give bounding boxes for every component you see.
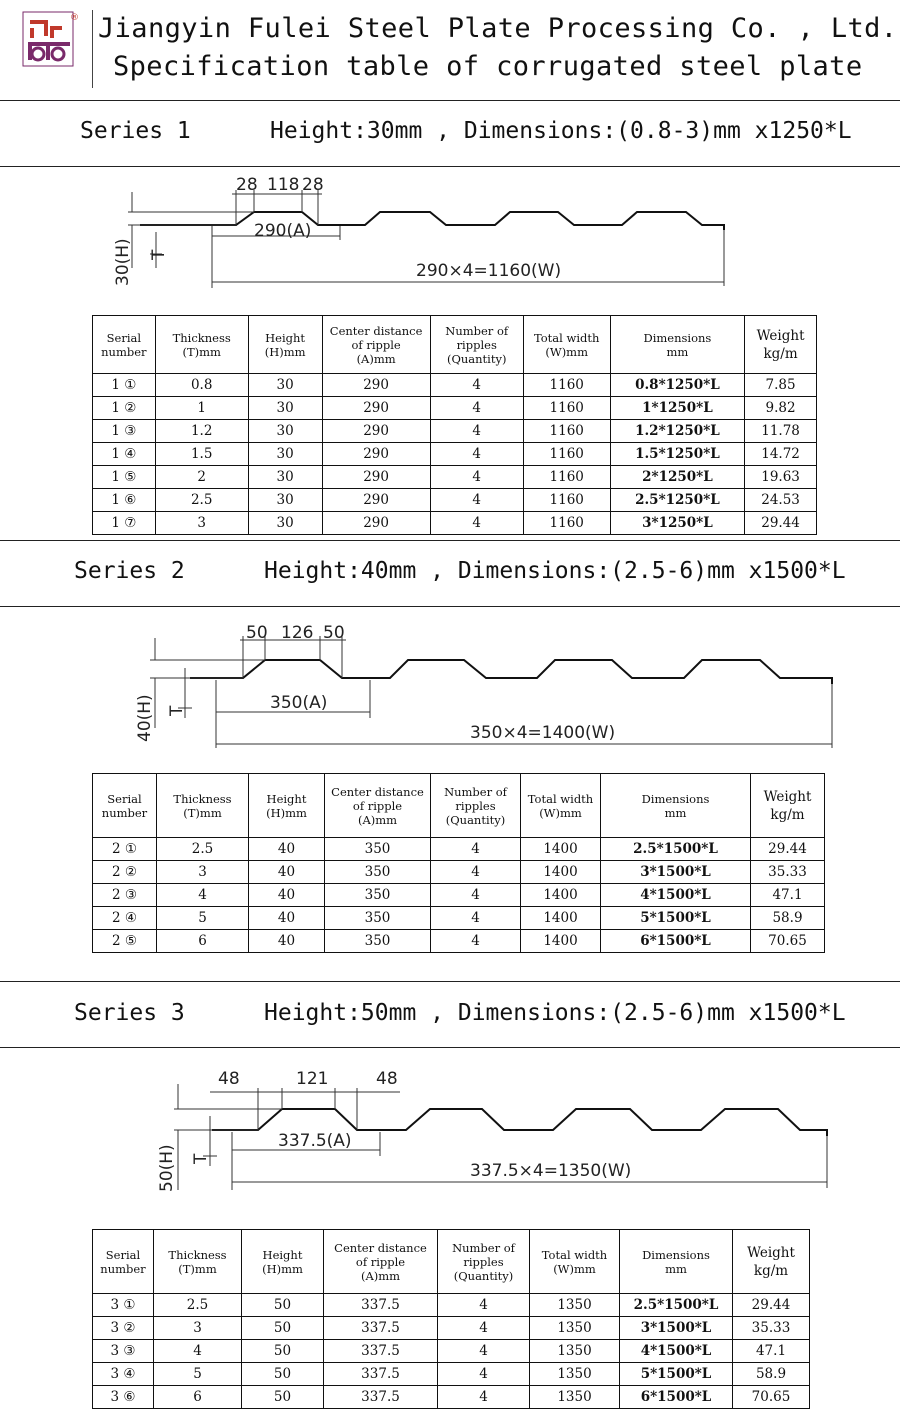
- cell-weight: 35.33: [751, 861, 825, 884]
- company-name: Jiangyin Fulei Steel Plate Processing Co. , Ltd.: [98, 13, 898, 44]
- table-row: [93, 884, 825, 907]
- cell-center-distance: 290: [322, 443, 430, 466]
- divider: [0, 606, 900, 607]
- cell-thickness: 4: [157, 884, 249, 907]
- cell-total-width: 1160: [523, 443, 610, 466]
- dim-label: 48: [218, 1069, 240, 1089]
- cell-dimensions: 6*1500*L: [601, 930, 751, 953]
- cell-total-width: 1160: [523, 374, 610, 397]
- cell-center-distance: 290: [322, 466, 430, 489]
- col-header-total-width: Total width (W)mm: [530, 1230, 620, 1294]
- col-header-center-distance: Center distance of ripple (A)mm: [324, 1230, 438, 1294]
- cell-total-width: 1350: [530, 1294, 620, 1317]
- dim-label: 121: [296, 1069, 329, 1089]
- page-header: [0, 0, 900, 100]
- cell-serial: 2 ①: [93, 838, 157, 861]
- height-label: 30(H): [113, 238, 133, 286]
- col-header-weight: Weight kg/m: [733, 1230, 810, 1294]
- cell-total-width: 1160: [523, 397, 610, 420]
- cell-thickness: 6: [154, 1386, 242, 1409]
- cell-thickness: 5: [154, 1363, 242, 1386]
- cell-weight: 9.82: [745, 397, 817, 420]
- cell-dimensions: 0.8*1250*L: [610, 374, 744, 397]
- series-2-profile-diagram: [0, 608, 900, 753]
- cell-dimensions: 5*1500*L: [601, 907, 751, 930]
- divider: [0, 1047, 900, 1048]
- table-row: [93, 489, 817, 512]
- col-header-dimensions: Dimensions mm: [610, 316, 744, 374]
- col-header-total-width: Total width (W)mm: [521, 774, 601, 838]
- cell-center-distance: 337.5: [324, 1294, 438, 1317]
- cell-serial: 3 ④: [93, 1363, 154, 1386]
- table-row: [93, 420, 817, 443]
- col-header-serial: Serial number: [93, 774, 157, 838]
- cell-height: 50: [242, 1317, 324, 1340]
- cell-serial: 3 ①: [93, 1294, 154, 1317]
- col-header-total-width: Total width (W)mm: [523, 316, 610, 374]
- series-title: Series 2: [74, 558, 185, 584]
- cell-serial: 3 ③: [93, 1340, 154, 1363]
- cell-serial: 1 ⑥: [93, 489, 156, 512]
- svg-text:®: ®: [70, 13, 79, 23]
- thickness-label: T: [149, 249, 169, 260]
- cell-center-distance: 350: [325, 838, 431, 861]
- cell-weight: 7.85: [745, 374, 817, 397]
- cell-ripples: 4: [438, 1294, 530, 1317]
- pitch-label: 337.5(A): [278, 1131, 352, 1151]
- cell-thickness: 1.5: [155, 443, 248, 466]
- cell-height: 30: [248, 466, 322, 489]
- dim-label: 50: [246, 623, 268, 643]
- cell-center-distance: 350: [325, 930, 431, 953]
- table-row: [93, 930, 825, 953]
- total-width-label: 337.5×4=1350(W): [470, 1161, 632, 1181]
- dim-label: 28: [236, 175, 258, 195]
- table-row: [93, 838, 825, 861]
- col-header-center-distance: Center distance of ripple (A)mm: [322, 316, 430, 374]
- series-2-spec-table: [92, 773, 825, 953]
- cell-center-distance: 350: [325, 907, 431, 930]
- cell-ripples: 4: [431, 930, 521, 953]
- cell-dimensions: 5*1500*L: [620, 1363, 733, 1386]
- col-header-dimensions: Dimensions mm: [601, 774, 751, 838]
- cell-dimensions: 1.2*1250*L: [610, 420, 744, 443]
- dim-label: 126: [281, 623, 314, 643]
- cell-height: 50: [242, 1294, 324, 1317]
- cell-thickness: 2: [155, 466, 248, 489]
- cell-center-distance: 290: [322, 512, 430, 535]
- cell-total-width: 1400: [521, 884, 601, 907]
- cell-ripples: 4: [438, 1317, 530, 1340]
- height-label: 40(H): [135, 694, 155, 742]
- table-row: [93, 1363, 810, 1386]
- cell-total-width: 1160: [523, 512, 610, 535]
- cell-ripples: 4: [430, 512, 523, 535]
- col-header-serial: Serial number: [93, 1230, 154, 1294]
- cell-weight: 47.1: [733, 1340, 810, 1363]
- cell-height: 50: [242, 1363, 324, 1386]
- cell-dimensions: 4*1500*L: [601, 884, 751, 907]
- cell-thickness: 3: [154, 1317, 242, 1340]
- table-row: [93, 1386, 810, 1409]
- cell-ripples: 4: [431, 884, 521, 907]
- cell-weight: 58.9: [751, 907, 825, 930]
- cell-ripples: 4: [438, 1363, 530, 1386]
- col-header-ripples: Number of ripples (Quantity): [431, 774, 521, 838]
- total-width-label: 290×4=1160(W): [416, 261, 562, 281]
- col-header-height: Height (H)mm: [242, 1230, 324, 1294]
- cell-thickness: 3: [157, 861, 249, 884]
- cell-height: 40: [249, 838, 325, 861]
- cell-weight: 24.53: [745, 489, 817, 512]
- cell-dimensions: 2.5*1500*L: [620, 1294, 733, 1317]
- cell-serial: 2 ②: [93, 861, 157, 884]
- cell-ripples: 4: [431, 907, 521, 930]
- col-header-thickness: Thickness (T)mm: [155, 316, 248, 374]
- cell-serial: 2 ④: [93, 907, 157, 930]
- cell-weight: 11.78: [745, 420, 817, 443]
- cell-center-distance: 290: [322, 420, 430, 443]
- series-title: Series 1: [80, 118, 191, 144]
- cell-dimensions: 6*1500*L: [620, 1386, 733, 1409]
- col-header-dimensions: Dimensions mm: [620, 1230, 733, 1294]
- cell-dimensions: 3*1500*L: [620, 1317, 733, 1340]
- cell-total-width: 1350: [530, 1363, 620, 1386]
- cell-total-width: 1160: [523, 489, 610, 512]
- col-header-serial: Serial number: [93, 316, 156, 374]
- cell-center-distance: 337.5: [324, 1317, 438, 1340]
- header-divider: [92, 10, 93, 88]
- divider: [0, 100, 900, 101]
- series-spec: Height:50mm , Dimensions:(2.5-6)mm x1500*L: [264, 1000, 846, 1026]
- cell-height: 40: [249, 861, 325, 884]
- series-3-spec-table: [92, 1229, 810, 1409]
- cell-serial: 3 ⑥: [93, 1386, 154, 1409]
- series-title: Series 3: [74, 1000, 185, 1026]
- cell-serial: 1 ③: [93, 420, 156, 443]
- cell-thickness: 0.8: [155, 374, 248, 397]
- cell-thickness: 6: [157, 930, 249, 953]
- dim-label: 48: [376, 1069, 398, 1089]
- cell-dimensions: 2.5*1250*L: [610, 489, 744, 512]
- cell-dimensions: 2.5*1500*L: [601, 838, 751, 861]
- cell-center-distance: 290: [322, 374, 430, 397]
- cell-total-width: 1350: [530, 1386, 620, 1409]
- thickness-label: T: [191, 1153, 211, 1164]
- table-row: [93, 1294, 810, 1317]
- col-header-ripples: Number of ripples (Quantity): [430, 316, 523, 374]
- cell-thickness: 1: [155, 397, 248, 420]
- cell-serial: 1 ⑤: [93, 466, 156, 489]
- table-header-row: [93, 774, 825, 838]
- cell-height: 30: [248, 397, 322, 420]
- cell-ripples: 4: [430, 420, 523, 443]
- cell-serial: 2 ③: [93, 884, 157, 907]
- cell-height: 30: [248, 374, 322, 397]
- table-row: [93, 374, 817, 397]
- cell-height: 30: [248, 489, 322, 512]
- cell-height: 50: [242, 1340, 324, 1363]
- table-row: [93, 512, 817, 535]
- divider: [0, 540, 900, 541]
- cell-total-width: 1350: [530, 1340, 620, 1363]
- table-header-row: [93, 316, 817, 374]
- cell-ripples: 4: [430, 374, 523, 397]
- cell-weight: 29.44: [733, 1294, 810, 1317]
- cell-ripples: 4: [438, 1386, 530, 1409]
- divider: [0, 981, 900, 982]
- cell-thickness: 3: [155, 512, 248, 535]
- pitch-label: 290(A): [254, 221, 312, 241]
- cell-dimensions: 4*1500*L: [620, 1340, 733, 1363]
- cell-total-width: 1160: [523, 466, 610, 489]
- cell-thickness: 1.2: [155, 420, 248, 443]
- cell-height: 30: [248, 420, 322, 443]
- col-header-ripples: Number of ripples (Quantity): [438, 1230, 530, 1294]
- table-row: [93, 1340, 810, 1363]
- cell-weight: 35.33: [733, 1317, 810, 1340]
- cell-thickness: 4: [154, 1340, 242, 1363]
- height-label: 50(H): [157, 1144, 177, 1192]
- cell-center-distance: 350: [325, 884, 431, 907]
- cell-dimensions: 3*1500*L: [601, 861, 751, 884]
- cell-ripples: 4: [438, 1340, 530, 1363]
- cell-dimensions: 1*1250*L: [610, 397, 744, 420]
- col-header-height: Height (H)mm: [249, 774, 325, 838]
- cell-weight: 58.9: [733, 1363, 810, 1386]
- thickness-label: T: [167, 705, 187, 716]
- cell-ripples: 4: [431, 861, 521, 884]
- cell-weight: 14.72: [745, 443, 817, 466]
- series-1-profile-diagram: [0, 168, 900, 303]
- cell-center-distance: 337.5: [324, 1386, 438, 1409]
- cell-total-width: 1400: [521, 861, 601, 884]
- cell-height: 30: [248, 443, 322, 466]
- total-width-label: 350×4=1400(W): [470, 723, 616, 743]
- cell-serial: 2 ⑤: [93, 930, 157, 953]
- cell-ripples: 4: [431, 838, 521, 861]
- cell-height: 40: [249, 884, 325, 907]
- cell-height: 30: [248, 512, 322, 535]
- series-spec: Height:30mm , Dimensions:(0.8-3)mm x1250*L: [270, 118, 852, 144]
- cell-serial: 1 ①: [93, 374, 156, 397]
- cell-total-width: 1400: [521, 907, 601, 930]
- cell-center-distance: 290: [322, 489, 430, 512]
- cell-weight: 70.65: [733, 1386, 810, 1409]
- cell-total-width: 1350: [530, 1317, 620, 1340]
- table-row: [93, 466, 817, 489]
- col-header-thickness: Thickness (T)mm: [154, 1230, 242, 1294]
- cell-height: 40: [249, 930, 325, 953]
- series-3-profile-diagram: [0, 1050, 900, 1200]
- col-header-weight: Weight kg/m: [751, 774, 825, 838]
- col-header-center-distance: Center distance of ripple (A)mm: [325, 774, 431, 838]
- cell-thickness: 2.5: [155, 489, 248, 512]
- cell-height: 40: [249, 907, 325, 930]
- cell-dimensions: 2*1250*L: [610, 466, 744, 489]
- cell-weight: 29.44: [745, 512, 817, 535]
- cell-center-distance: 337.5: [324, 1340, 438, 1363]
- cell-serial: 1 ④: [93, 443, 156, 466]
- cell-height: 50: [242, 1386, 324, 1409]
- cell-weight: 19.63: [745, 466, 817, 489]
- table-row: [93, 397, 817, 420]
- divider: [0, 166, 900, 167]
- pitch-label: 350(A): [270, 693, 328, 713]
- cell-center-distance: 350: [325, 861, 431, 884]
- cell-center-distance: 290: [322, 397, 430, 420]
- cell-total-width: 1400: [521, 930, 601, 953]
- cell-ripples: 4: [430, 397, 523, 420]
- cell-weight: 29.44: [751, 838, 825, 861]
- series-1-spec-table: [92, 315, 817, 535]
- cell-dimensions: 3*1250*L: [610, 512, 744, 535]
- cell-dimensions: 1.5*1250*L: [610, 443, 744, 466]
- cell-thickness: 2.5: [154, 1294, 242, 1317]
- table-header-row: [93, 1230, 810, 1294]
- cell-weight: 70.65: [751, 930, 825, 953]
- col-header-weight: Weight kg/m: [745, 316, 817, 374]
- table-row: [93, 1317, 810, 1340]
- series-spec: Height:40mm , Dimensions:(2.5-6)mm x1500*L: [264, 558, 846, 584]
- table-row: [93, 443, 817, 466]
- cell-ripples: 4: [430, 466, 523, 489]
- company-logo: [20, 8, 78, 70]
- cell-serial: 1 ②: [93, 397, 156, 420]
- cell-thickness: 5: [157, 907, 249, 930]
- document-title: Specification table of corrugated steel plate: [113, 51, 863, 82]
- col-header-thickness: Thickness (T)mm: [157, 774, 249, 838]
- cell-total-width: 1160: [523, 420, 610, 443]
- dim-label: 50: [323, 623, 345, 643]
- cell-weight: 47.1: [751, 884, 825, 907]
- cell-ripples: 4: [430, 489, 523, 512]
- dim-label: 28: [302, 175, 324, 195]
- cell-total-width: 1400: [521, 838, 601, 861]
- cell-center-distance: 337.5: [324, 1363, 438, 1386]
- cell-thickness: 2.5: [157, 838, 249, 861]
- col-header-height: Height (H)mm: [248, 316, 322, 374]
- table-row: [93, 907, 825, 930]
- table-row: [93, 861, 825, 884]
- dim-label: 118: [267, 175, 300, 195]
- cell-serial: 3 ②: [93, 1317, 154, 1340]
- cell-serial: 1 ⑦: [93, 512, 156, 535]
- cell-ripples: 4: [430, 443, 523, 466]
